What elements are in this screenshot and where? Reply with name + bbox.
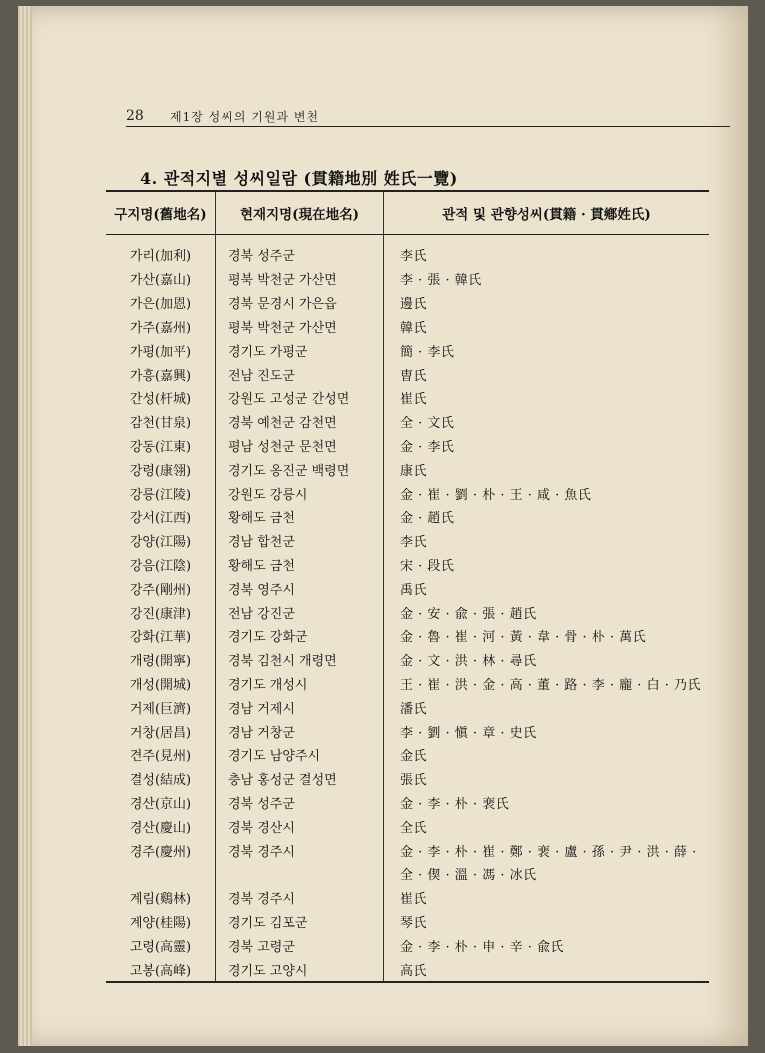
clans-cell: 全 · 文氏	[400, 416, 455, 432]
current-name-cell: 전남 진도군	[216, 362, 384, 386]
old-name-cell: 견주(見州)	[106, 743, 216, 767]
current-name-cell: 강원도 고성군 간성면	[216, 386, 384, 410]
clans-cell: 崔氏	[400, 392, 428, 408]
clans-cell: 宋 · 段氏	[400, 558, 455, 574]
current-name-cell: 경북 성주군	[216, 791, 384, 815]
clans-cell: 金 · 李 · 朴 · 裵氏	[400, 796, 510, 812]
empty-cell	[106, 862, 216, 886]
old-name-cell: 가흥(嘉興)	[106, 362, 216, 386]
current-name-cell: 전남 강진군	[216, 600, 384, 624]
old-name-cell: 개성(開城)	[106, 672, 216, 696]
table-row	[106, 291, 709, 315]
running-header	[126, 106, 730, 127]
current-name-cell: 평남 성천군 문천면	[216, 434, 384, 458]
table-row-continuation	[106, 862, 709, 886]
current-name-cell: 강원도 강릉시	[216, 481, 384, 505]
table-row	[106, 957, 709, 982]
table-row	[106, 695, 709, 719]
clans-cell: 禹氏	[400, 582, 428, 598]
clans-cell: 張氏	[400, 773, 428, 789]
table-row	[106, 743, 709, 767]
clans-cell: 潘氏	[400, 701, 428, 717]
clans-cell: 王 · 崔 · 洪 · 金 · 高 · 董 · 路 · 李 · 龐 · 白 · 乃氏	[400, 677, 701, 693]
current-name-cell: 경북 김천시 개령면	[216, 648, 384, 672]
current-name-cell: 경남 거제시	[216, 695, 384, 719]
table-row	[106, 505, 709, 529]
current-name-cell: 평북 박천군 가산면	[216, 267, 384, 291]
table-row	[106, 672, 709, 696]
current-name-cell: 경북 고령군	[216, 933, 384, 957]
old-name-cell: 강동(江東)	[106, 434, 216, 458]
current-name-cell: 경기도 가평군	[216, 338, 384, 362]
clans-cell: 韓氏	[400, 320, 428, 336]
clans-cell: 全氏	[400, 820, 428, 836]
current-name-cell: 경북 예천군 감천면	[216, 410, 384, 434]
table-row	[106, 235, 709, 268]
old-name-cell: 고봉(高峰)	[106, 957, 216, 982]
current-name-cell: 황해도 금천	[216, 553, 384, 577]
current-name-cell: 경기도 강화군	[216, 624, 384, 648]
table-row	[106, 838, 709, 862]
table-row	[106, 576, 709, 600]
table-row	[106, 457, 709, 481]
table-row	[106, 267, 709, 291]
old-name-cell: 가산(嘉山)	[106, 267, 216, 291]
table-body	[106, 235, 709, 982]
table-row	[106, 791, 709, 815]
table-row	[106, 434, 709, 458]
old-name-cell: 계림(鷄林)	[106, 886, 216, 910]
clans-cell-continued: 全 · 偰 · 溫 · 馮 · 冰氏	[400, 868, 537, 884]
current-name-cell: 경북 성주군	[216, 235, 384, 268]
page-number: 28	[126, 108, 144, 124]
current-name-cell: 경북 경산시	[216, 814, 384, 838]
old-name-cell: 강령(康翎)	[106, 457, 216, 481]
column-header-current-name: 현재지명(現在地名)	[216, 191, 384, 235]
current-name-cell: 경기도 남양주시	[216, 743, 384, 767]
table-row	[106, 386, 709, 410]
clans-cell: 琴氏	[400, 915, 428, 931]
table-row	[106, 410, 709, 434]
old-name-cell: 가은(加恩)	[106, 291, 216, 315]
old-name-cell: 경주(慶州)	[106, 838, 216, 862]
old-name-cell: 감천(甘泉)	[106, 410, 216, 434]
table-row	[106, 624, 709, 648]
clans-cell: 曺氏	[400, 368, 428, 384]
clans-cell: 金氏	[400, 749, 428, 765]
old-name-cell: 가평(加平)	[106, 338, 216, 362]
old-name-cell: 강진(康津)	[106, 600, 216, 624]
current-name-cell: 경기도 김포군	[216, 910, 384, 934]
clans-cell: 金 · 安 · 兪 · 張 · 趙氏	[400, 606, 537, 622]
empty-cell	[216, 862, 384, 886]
old-name-cell: 경산(京山)	[106, 791, 216, 815]
old-name-cell: 고령(高靈)	[106, 933, 216, 957]
old-name-cell: 가주(嘉州)	[106, 315, 216, 339]
table-row	[106, 910, 709, 934]
table-header-row	[106, 191, 709, 235]
clans-cell: 金 · 李 · 朴 · 崔 · 鄭 · 裵 · 盧 · 孫 · 尹 · 洪 · 薛 ·	[400, 844, 697, 860]
clans-cell: 康氏	[400, 463, 428, 479]
old-name-cell: 가리(加利)	[106, 235, 216, 268]
clans-cell: 李 · 劉 · 愼 · 章 · 史氏	[400, 725, 537, 741]
clans-cell: 簡 · 李氏	[400, 344, 455, 360]
table-row	[106, 767, 709, 791]
clans-cell: 金 · 文 · 洪 · 林 · 尋氏	[400, 654, 537, 670]
current-name-cell: 경북 경주시	[216, 886, 384, 910]
table-row	[106, 933, 709, 957]
current-name-cell: 충남 홍성군 결성면	[216, 767, 384, 791]
clan-table	[106, 190, 709, 983]
clans-cell: 李 · 張 · 韓氏	[400, 273, 482, 289]
current-name-cell: 경기도 옹진군 백령면	[216, 457, 384, 481]
table-row	[106, 315, 709, 339]
column-header-old-name: 구지명(舊地名)	[106, 191, 216, 235]
table-row	[106, 553, 709, 577]
chapter-title: 제1장 성씨의 기원과 변천	[170, 110, 319, 124]
table-row	[106, 886, 709, 910]
table-row	[106, 362, 709, 386]
old-name-cell: 강화(江華)	[106, 624, 216, 648]
table-row	[106, 338, 709, 362]
current-name-cell: 경남 합천군	[216, 529, 384, 553]
clans-cell: 金 · 趙氏	[400, 511, 455, 527]
section-title: 4. 관적지별 성씨일람 (貫籍地別 姓氏一覽)	[140, 169, 458, 188]
current-name-cell: 경북 문경시 가은읍	[216, 291, 384, 315]
old-name-cell: 개령(開寧)	[106, 648, 216, 672]
current-name-cell: 경남 거창군	[216, 719, 384, 743]
clans-cell: 李氏	[400, 535, 428, 551]
clans-cell: 金 · 李氏	[400, 439, 455, 455]
table-row	[106, 481, 709, 505]
table-row	[106, 814, 709, 838]
old-name-cell: 강음(江陰)	[106, 553, 216, 577]
table-row	[106, 719, 709, 743]
old-name-cell: 간성(杆城)	[106, 386, 216, 410]
current-name-cell: 경기도 고양시	[216, 957, 384, 982]
current-name-cell: 경북 영주시	[216, 576, 384, 600]
old-name-cell: 강양(江陽)	[106, 529, 216, 553]
clans-cell: 金 · 魯 · 崔 · 河 · 黃 · 韋 · 骨 · 朴 · 萬氏	[400, 630, 647, 646]
old-name-cell: 강서(江西)	[106, 505, 216, 529]
old-name-cell: 결성(結成)	[106, 767, 216, 791]
old-name-cell: 경산(慶山)	[106, 814, 216, 838]
current-name-cell: 평북 박천군 가산면	[216, 315, 384, 339]
page-edge	[18, 6, 32, 1046]
table-row	[106, 529, 709, 553]
clans-cell: 崔氏	[400, 892, 428, 908]
clans-cell: 金 · 崔 · 劉 · 朴 · 王 · 咸 · 魚氏	[400, 487, 592, 503]
clans-cell: 高氏	[384, 957, 710, 982]
old-name-cell: 거제(巨濟)	[106, 695, 216, 719]
old-name-cell: 거창(居昌)	[106, 719, 216, 743]
old-name-cell: 강주(剛州)	[106, 576, 216, 600]
clans-cell: 邊氏	[400, 297, 428, 313]
current-name-cell: 경북 경주시	[216, 838, 384, 862]
column-header-clans: 관적 및 관향성씨(貫籍 · 貫鄕姓氏)	[384, 191, 710, 235]
table-row	[106, 648, 709, 672]
table-row	[106, 600, 709, 624]
current-name-cell: 경기도 개성시	[216, 672, 384, 696]
old-name-cell: 강릉(江陵)	[106, 481, 216, 505]
clans-cell: 金 · 李 · 朴 · 申 · 辛 · 兪氏	[400, 939, 564, 955]
clans-cell: 李氏	[400, 248, 428, 264]
old-name-cell: 계양(桂陽)	[106, 910, 216, 934]
current-name-cell: 황해도 금천	[216, 505, 384, 529]
